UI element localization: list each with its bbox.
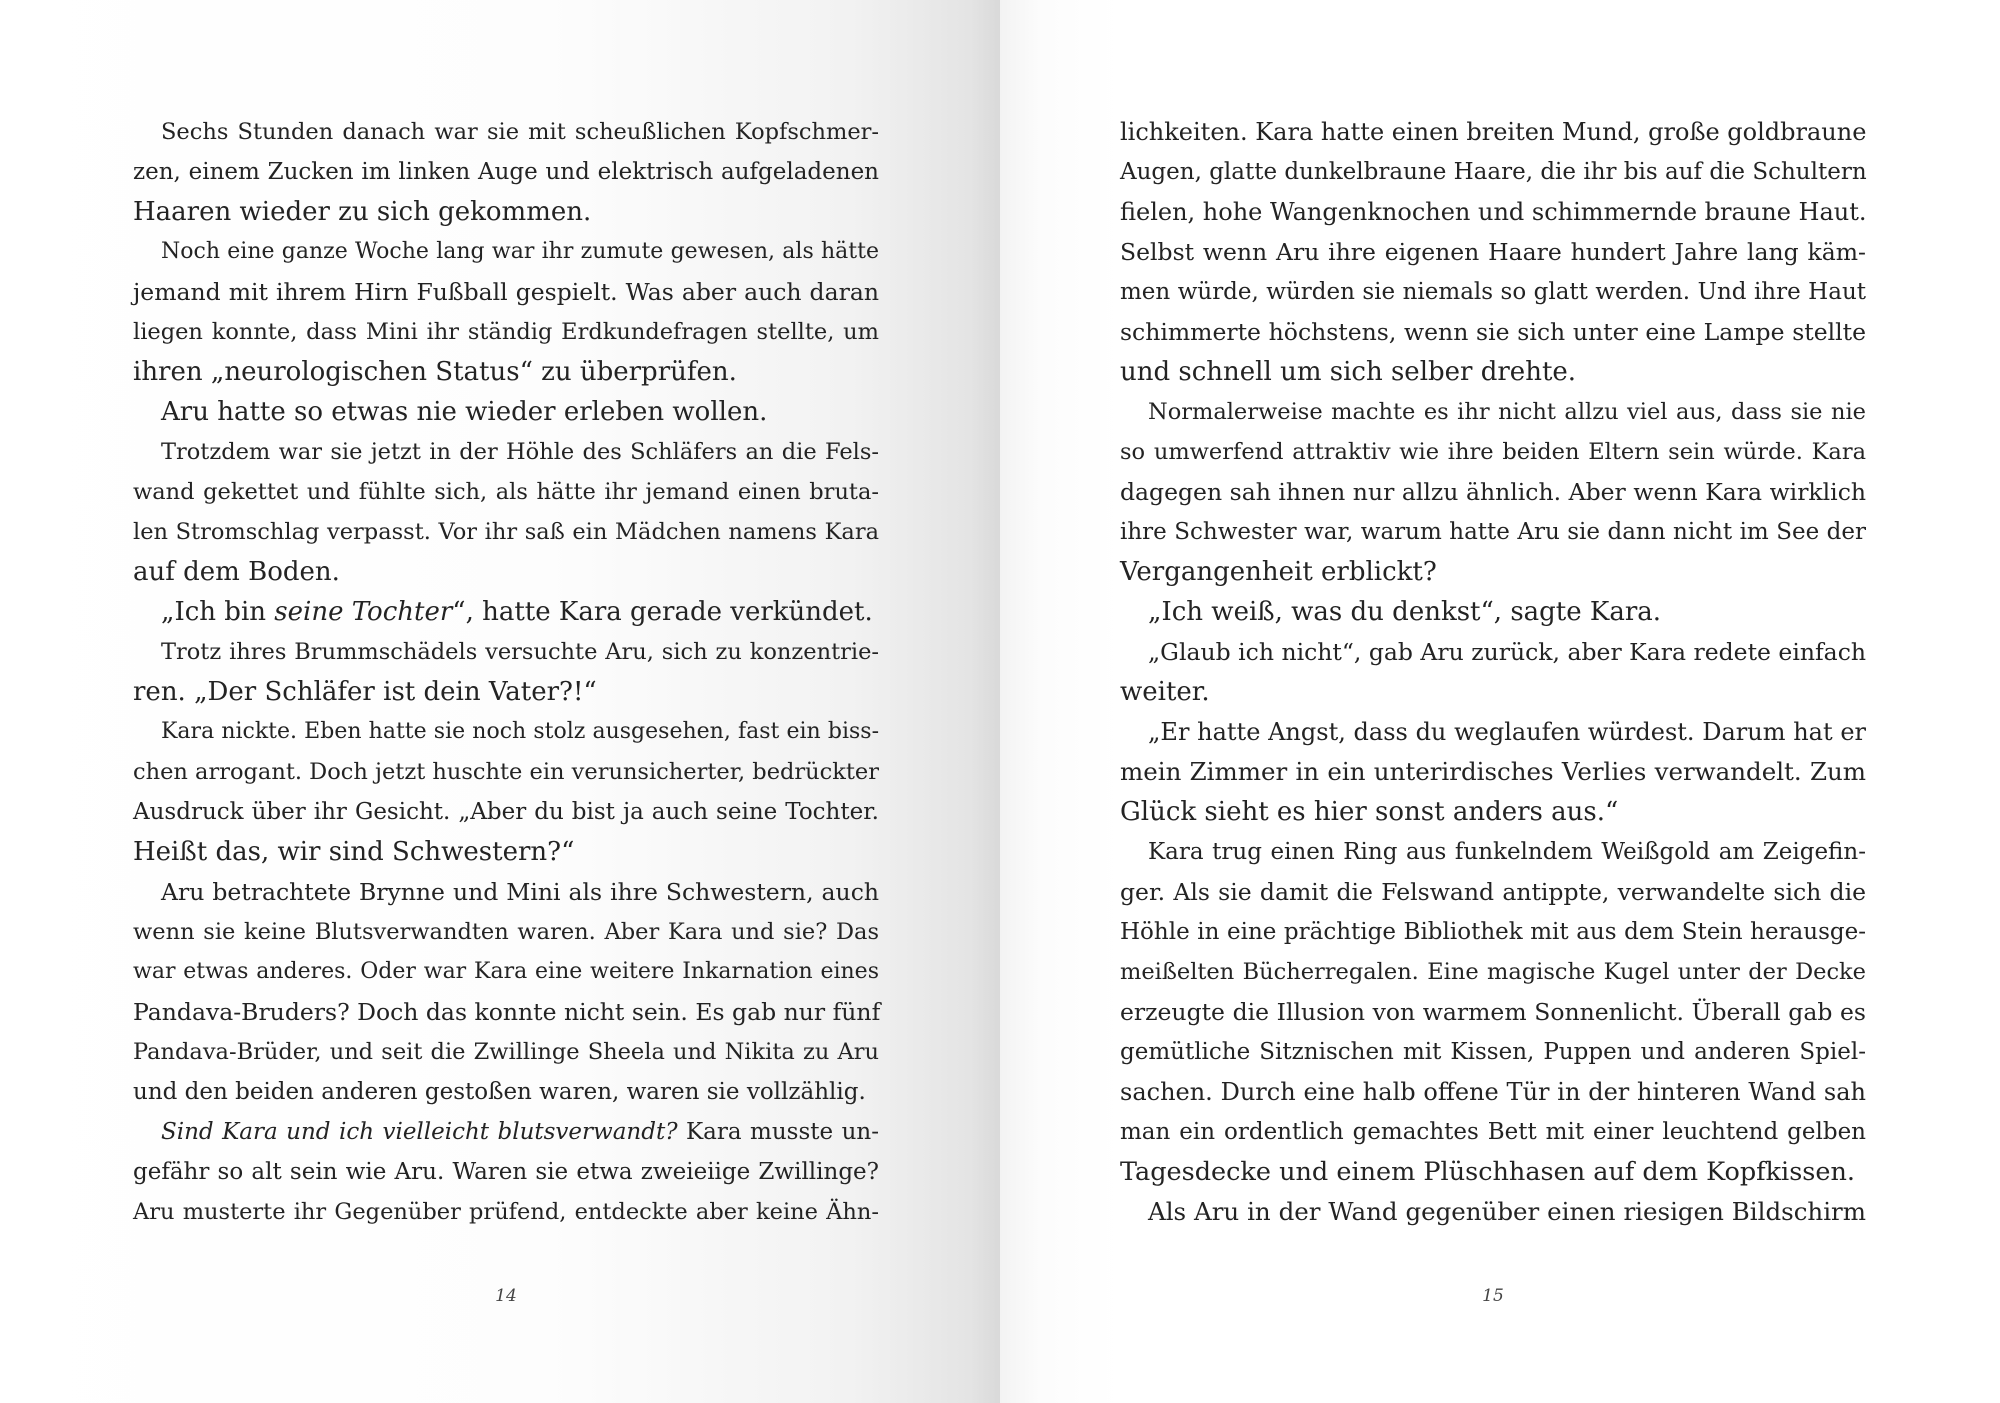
- text-line: Vergangenheit erblickt?: [1120, 557, 1437, 587]
- text-line: [133, 592, 879, 632]
- text-line: „Glaub ich nicht“, gab Aru zurück, aber Kara redete einfach: [1148, 638, 1866, 666]
- text-line: Höhle in eine prächtige Bibliothek mit aus dem Stein herausge-: [1120, 919, 1866, 945]
- text-line: Trotz ihres Brummschädels versuchte Aru, sich zu konzentrie-: [161, 639, 879, 665]
- text-line: men würde, würden sie niemals so glatt werden. Und ihre Haut: [1120, 279, 1866, 305]
- text-line: [133, 1112, 879, 1152]
- text-line: ger. Als sie damit die Felswand antippte, verwandelte sich die: [1120, 878, 1866, 906]
- text-line: war etwas anderes. Oder war Kara eine weitere Inkarnation eines: [133, 959, 879, 984]
- text-line: weiter.: [1120, 677, 1210, 707]
- text-line: sachen. Durch eine halb offene Tür in der hinteren Wand sah: [1120, 1078, 1866, 1106]
- text-line: zen, einem Zucken im linken Auge und elektrisch aufgeladenen: [133, 159, 879, 185]
- text-line: fielen, hohe Wangenknochen und schimmernde braune Haut.: [1120, 198, 1867, 226]
- italic-text: seine Tochter: [274, 597, 453, 627]
- right-page-number: 15: [1482, 1286, 1504, 1306]
- text-line: liegen konnte, dass Mini ihr ständig Erdkundefragen stellte, um: [133, 319, 879, 345]
- text-line: gemütliche Sitznischen mit Kissen, Puppen und anderen Spiel-: [1120, 1039, 1866, 1065]
- text-line: schimmerte höchstens, wenn sie sich unter eine Lampe stellte: [1120, 318, 1866, 346]
- text-line: Augen, glatte dunkelbraune Haare, die ihr bis auf die Schultern: [1120, 159, 1867, 185]
- text-run: “, hatte Kara gerade verkündet.: [452, 597, 873, 627]
- text-line: Glück sieht es hier sonst anders aus.“: [1120, 797, 1619, 827]
- text-line: Pandava-Brüder, und seit die Zwillinge Sheela und Nikita zu Aru: [133, 1039, 879, 1065]
- text-line: mein Zimmer in ein unterirdisches Verlies verwandelt. Zum: [1120, 757, 1866, 786]
- text-line: ihren „neurologischen Status“ zu überprüfen.: [133, 357, 737, 387]
- text-line: chen arrogant. Doch jetzt huschte ein verunsicherter, bedrückter: [133, 759, 880, 785]
- text-line: ihre Schwester war, warum hatte Aru sie dann nicht im See der: [1120, 519, 1866, 545]
- text-line: wand gekettet und fühlte sich, als hätte ihr jemand einen bruta-: [133, 479, 879, 505]
- text-run: Kara musste un-: [677, 1119, 879, 1145]
- text-line: len Stromschlag verpasst. Vor ihr saß ein Mädchen namens Kara: [133, 519, 879, 545]
- right-page: [1000, 0, 2000, 1403]
- text-line: man ein ordentlich gemachtes Bett mit einer leuchtend gelben: [1120, 1119, 1866, 1145]
- text-line: Tagesdecke und einem Plüschhasen auf dem Kopfkissen.: [1120, 1157, 1856, 1187]
- text-line: „Er hatte Angst, dass du weglaufen würdest. Darum hat er: [1148, 718, 1866, 746]
- left-page-number: 14: [495, 1286, 517, 1306]
- text-line: Aru musterte ihr Gegenüber prüfend, entdeckte aber keine Ähn-: [133, 1199, 879, 1225]
- text-line: Selbst wenn Aru ihre eigenen Haare hundert Jahre lang käm-: [1120, 238, 1866, 266]
- text-line: Sechs Stunden danach war sie mit scheußlichen Kopfschmer-: [161, 119, 879, 145]
- text-line: erzeugte die Illusion von warmem Sonnenlicht. Überall gab es: [1120, 998, 1866, 1026]
- right-page-text: [1120, 112, 1866, 1232]
- text-line: Haaren wieder zu sich gekommen.: [133, 197, 592, 227]
- text-line: Heißt das, wir sind Schwestern?“: [133, 837, 575, 867]
- text-line: Kara trug einen Ring aus funkelndem Weißgold am Zeigefin-: [1148, 839, 1866, 865]
- text-line: und den beiden anderen gestoßen waren, waren sie vollzählig.: [133, 1079, 866, 1105]
- text-line: ren. „Der Schläfer ist dein Vater?!“: [133, 677, 597, 707]
- text-line: „Ich weiß, was du denkst“, sagte Kara.: [1148, 597, 1662, 627]
- text-run: „Ich bin: [161, 597, 275, 627]
- text-line: und schnell um sich selber drehte.: [1120, 357, 1577, 387]
- text-line: Ausdruck über ihr Gesicht. „Aber du bist ja auch seine Tochter.: [133, 799, 879, 825]
- text-line: lichkeiten. Kara hatte einen breiten Mund, große goldbraune: [1120, 118, 1867, 146]
- italic-text: Sind Kara und ich vielleicht blutsverwandt?: [161, 1119, 678, 1145]
- text-line: Normalerweise machte es ihr nicht allzu viel aus, dass sie nie: [1148, 399, 1866, 425]
- text-line: wenn sie keine Blutsverwandten waren. Aber Kara und sie? Das: [133, 919, 879, 945]
- text-line: jemand mit ihrem Hirn Fußball gespielt. Was aber auch daran: [133, 278, 879, 306]
- text-line: Kara nickte. Eben hatte sie noch stolz ausgesehen, fast ein biss-: [161, 719, 879, 744]
- text-line: Noch eine ganze Woche lang war ihr zumute gewesen, als hätte: [161, 239, 879, 264]
- text-line: Aru hatte so etwas nie wieder erleben wollen.: [161, 397, 768, 427]
- text-line: Trotzdem war sie jetzt in der Höhle des Schläfers an die Fels-: [161, 439, 879, 465]
- text-line: so umwerfend attraktiv wie ihre beiden Eltern sein würde. Kara: [1120, 439, 1866, 465]
- text-line: gefähr so alt sein wie Aru. Waren sie etwa zweieiige Zwillinge?: [133, 1159, 879, 1185]
- text-line: meißelten Bücherregalen. Eine magische Kugel unter der Decke: [1120, 959, 1866, 985]
- text-line: auf dem Boden.: [133, 557, 340, 587]
- text-line: Als Aru in der Wand gegenüber einen riesigen Bildschirm: [1148, 1197, 1866, 1226]
- text-line: dagegen sah ihnen nur allzu ähnlich. Aber wenn Kara wirklich: [1120, 478, 1866, 506]
- left-page-text: [133, 112, 879, 1232]
- text-line: Aru betrachtete Brynne und Mini als ihre Schwestern, auch: [161, 878, 879, 906]
- text-line: Pandava-Bruders? Doch das konnte nicht sein. Es gab nur fünf: [133, 998, 881, 1026]
